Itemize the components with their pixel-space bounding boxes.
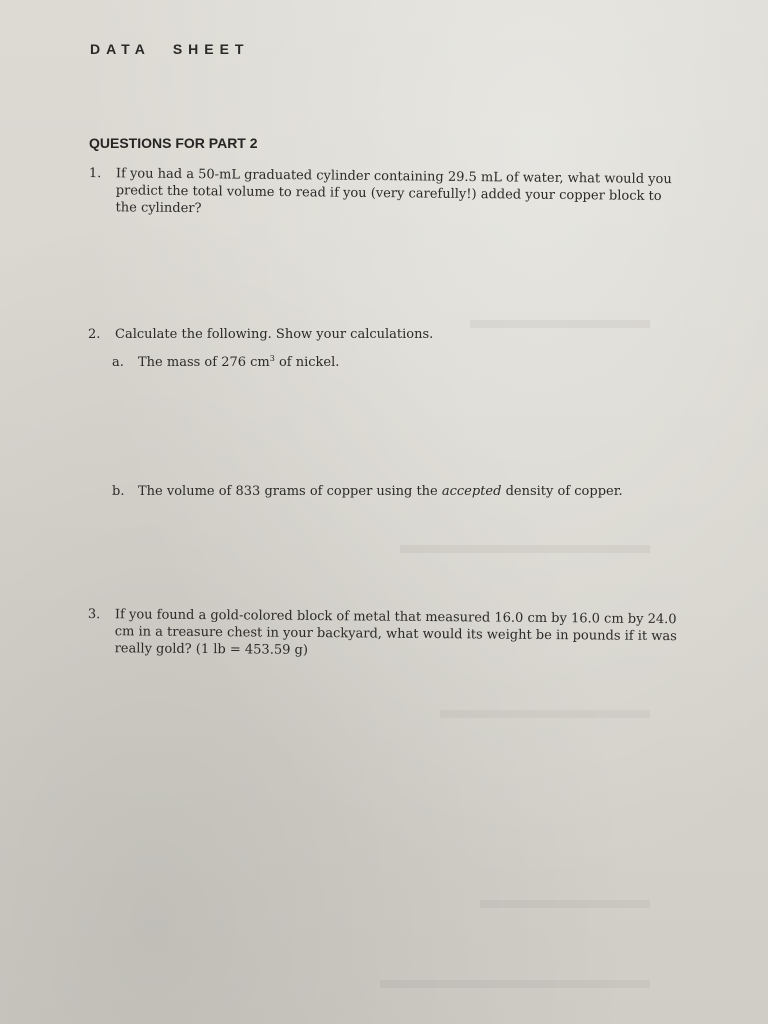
section-title: QUESTIONS FOR PART 2 — [89, 135, 258, 151]
part-letter: a. — [112, 355, 124, 370]
question-number: 3. — [87, 606, 101, 623]
part-letter: b. — [112, 484, 125, 499]
data-sheet-header — [90, 41, 250, 57]
part-text: The volume of 833 grams of copper using the accepted density of copper. — [138, 484, 623, 499]
question-number: 1. — [88, 165, 102, 182]
header-word-data: DATA — [90, 41, 151, 57]
show-through-mark — [470, 320, 650, 328]
part-text: The mass of 276 $cm^3$ of nickel. — [138, 354, 340, 370]
question-3 — [87, 606, 688, 658]
emphasis-accepted: accepted — [441, 484, 502, 499]
question-text: If you found a gold-colored block of metal that measured 16.0 cm by 16.0 cm by 24.0 cm in a treasure chest in your backyard, what would its weight be in pounds if it was really gold? (1 lb = 453.59 g) — [114, 607, 677, 658]
question-number: 2. — [88, 327, 101, 342]
question-1 — [88, 165, 689, 217]
question-text: If you had a 50-mL graduated cylinder containing 29.5 mL of water, what would you predict the total volume to read if you (very carefully!) added your copper block to the cylinder? — [115, 166, 672, 217]
superscript-3: 3 — [269, 354, 275, 363]
show-through-mark — [480, 900, 650, 908]
show-through-mark — [440, 710, 650, 718]
show-through-mark — [380, 980, 650, 988]
question-text: Calculate the following. Show your calculations. — [115, 327, 434, 342]
header-word-sheet: SHEET — [172, 41, 250, 57]
show-through-mark — [400, 545, 650, 553]
